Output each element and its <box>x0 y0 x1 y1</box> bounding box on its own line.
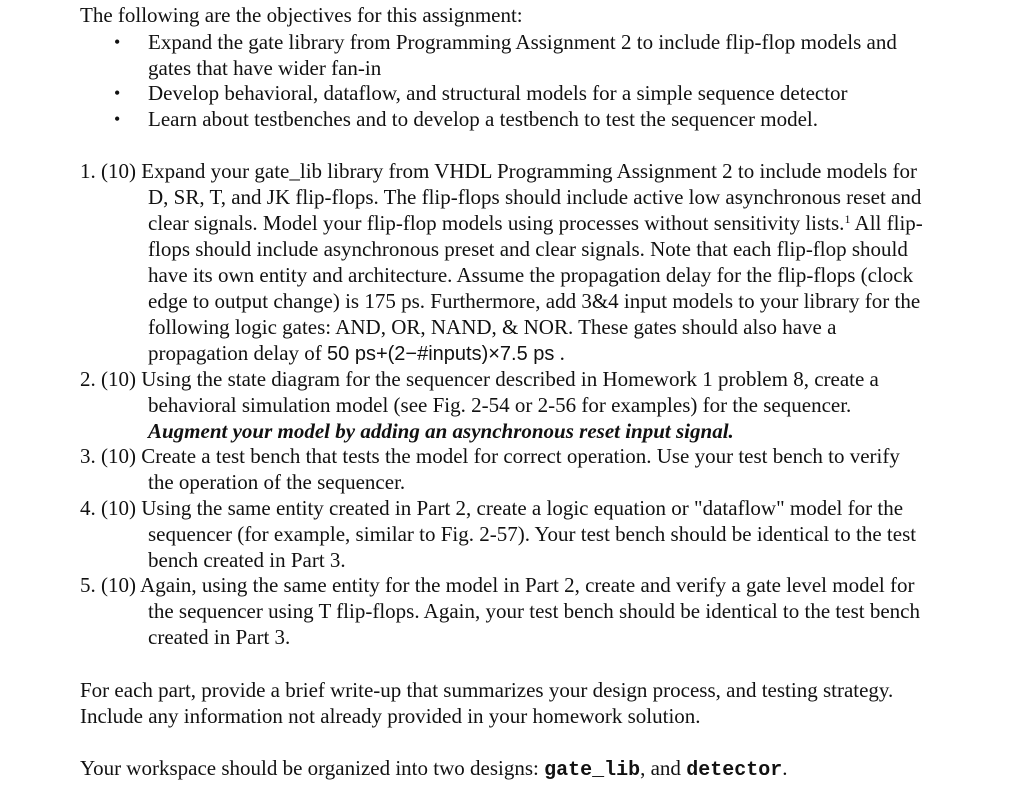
workspace-text-middle: , and <box>640 756 687 780</box>
part-4-line-3: bench created in Part 3. <box>148 548 346 572</box>
writeup-line-1: For each part, provide a brief write-up that summarizes your design process, and testing strategy. <box>80 678 894 702</box>
design-detector: detector <box>686 759 783 782</box>
part-1-line-7: following logic gates: AND, OR, NAND, & NOR. These gates should also have a <box>148 315 837 339</box>
part-1-line-1: 1. (10) Expand your gate_lib library from VHDL Programming Assignment 2 to include models for <box>80 159 917 183</box>
workspace-line <box>80 755 787 784</box>
part-1-line-8 <box>148 340 565 367</box>
part-3-line-2: the operation of the sequencer. <box>148 470 406 494</box>
part-2-line-2: behavioral simulation model (see Fig. 2-54 or 2-56 for examples) for the sequencer. <box>148 393 852 417</box>
part-4-line-1: 4. (10) Using the same entity created in Part 2, create a logic equation or "dataflow" model for the <box>80 496 904 520</box>
footnote-mark: 1 <box>844 212 851 226</box>
workspace-text-after: . <box>782 756 788 780</box>
objective-3: Learn about testbenches and to develop a testbench to test the sequencer model. <box>148 107 819 131</box>
part-1-line-3-tail: All flip- <box>850 211 923 235</box>
bullet-1: • <box>114 32 121 52</box>
objective-1-line-2: gates that have wider fan-in <box>148 56 382 80</box>
part-1-line-8-text: propagation delay of <box>148 341 328 365</box>
part-2-line-1: 2. (10) Using the state diagram for the sequencer described in Homework 1 problem 8, create a <box>80 367 879 391</box>
part-4-line-2: sequencer (for example, similar to Fig. 2-57). Your test bench should be identical to the test <box>148 522 917 546</box>
part-1-line-3 <box>148 210 923 236</box>
part-3-line-1: 3. (10) Create a test bench that tests the model for correct operation. Use your test bench to verify <box>80 444 900 468</box>
writeup-line-2: Include any information not already provided in your homework solution. <box>80 704 701 728</box>
workspace-text-before: Your workspace should be organized into two designs: <box>80 756 545 780</box>
part-5-line-3: created in Part 3. <box>148 625 291 649</box>
objectives-intro: The following are the objectives for this assignment: <box>80 3 523 27</box>
design-gate-lib: gate_lib <box>544 759 641 782</box>
part-1-line-8-tail: . <box>554 341 565 365</box>
part-2-line-3: Augment your model by adding an asynchronous reset input signal. <box>148 419 734 443</box>
part-1-line-4: flops should include asynchronous preset and clear signals. Note that each flip-flop should <box>148 237 908 261</box>
part-1-line-3-text: clear signals. Model your flip-flop models using processes without sensitivity lists. <box>148 211 845 235</box>
bullet-3: • <box>114 109 121 129</box>
part-1-line-2: D, SR, T, and JK flip-flops. The flip-flops should include active low asynchronous reset and <box>148 185 922 209</box>
propagation-delay-formula: 50 ps+(2−#inputs)×7.5 ps <box>327 343 555 365</box>
objective-1-line-1: Expand the gate library from Programming Assignment 2 to include flip-flop models and <box>148 30 897 54</box>
part-5-line-2: the sequencer using T flip-flops. Again, your test bench should be identical to the test bench <box>148 599 920 623</box>
part-1-line-5: have its own entity and architecture. Assume the propagation delay for the flip-flops (clock <box>148 263 914 287</box>
part-5-line-1: 5. (10) Again, using the same entity for the model in Part 2, create and verify a gate level model for <box>80 573 915 597</box>
part-1-line-6: edge to output change) is 175 ps. Furthermore, add 3&4 input models to your library for the <box>148 289 921 313</box>
bullet-2: • <box>114 83 121 103</box>
objective-2: Develop behavioral, dataflow, and structural models for a simple sequence detector <box>148 81 848 105</box>
